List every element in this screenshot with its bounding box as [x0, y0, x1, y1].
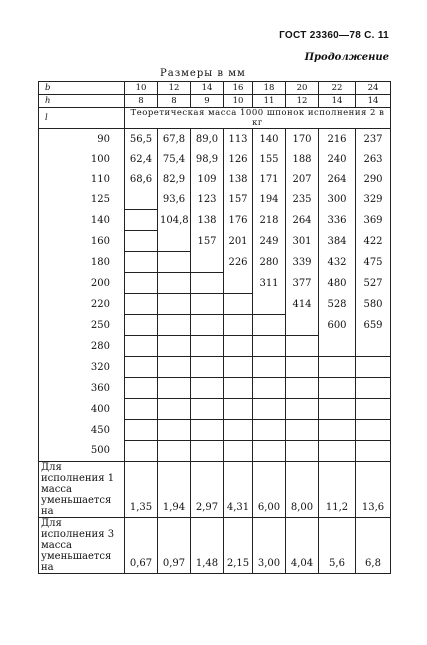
table-title: Размеры в мм [160, 68, 246, 79]
length-value: 160 [39, 231, 125, 252]
l-label: l [39, 108, 125, 129]
reduction-3 [39, 518, 391, 574]
table-row [39, 294, 391, 315]
mass-cell: 67,8 [158, 129, 191, 150]
mass-cell [125, 399, 158, 420]
b-label: b [39, 82, 125, 95]
mass-cell [224, 378, 253, 399]
table-row [39, 315, 391, 336]
mass-cell [125, 294, 158, 315]
table-row [39, 231, 391, 252]
mass-cell: 104,8 [158, 210, 191, 231]
mass-cell [158, 252, 191, 273]
table-row [39, 420, 391, 441]
mass-cell [224, 336, 253, 357]
mass-cell [356, 399, 391, 420]
reduction-3-value: 0,67 [125, 518, 158, 574]
mass-cell: 480 [319, 273, 356, 294]
mass-cell [224, 273, 253, 294]
length-value: 280 [39, 336, 125, 357]
reduction-3-value: 6,8 [356, 518, 391, 574]
reduction-1-value: 6,00 [253, 462, 286, 518]
length-value: 110 [39, 169, 125, 189]
mass-cell: 301 [286, 231, 319, 252]
table-row [39, 441, 391, 462]
mass-cell: 216 [319, 129, 356, 150]
h-value: 8 [125, 95, 158, 108]
mass-cell [158, 273, 191, 294]
reduction-3-value: 2,15 [224, 518, 253, 574]
mass-cell [125, 273, 158, 294]
length-value: 220 [39, 294, 125, 315]
mass-cell [286, 441, 319, 462]
mass-cell [224, 399, 253, 420]
mass-cell: 422 [356, 231, 391, 252]
mass-cell: 109 [191, 169, 224, 189]
mass-cell: 300 [319, 189, 356, 210]
mass-cell [125, 336, 158, 357]
mass-cell [125, 189, 158, 210]
mass-cell: 68,6 [125, 169, 158, 189]
reduction-1-label: Для исполнения 1 масса уменьшается на [39, 462, 125, 518]
mass-cell [125, 420, 158, 441]
mass-cell [158, 294, 191, 315]
mass-cell [356, 357, 391, 378]
mass-cell [158, 357, 191, 378]
mass-cell [224, 315, 253, 336]
mass-cell: 339 [286, 252, 319, 273]
reduction-3-value: 3,00 [253, 518, 286, 574]
reduction-3-value: 5,6 [319, 518, 356, 574]
mass-cell [125, 357, 158, 378]
b-value: 14 [191, 82, 224, 95]
length-value: 400 [39, 399, 125, 420]
mass-cell: 226 [224, 252, 253, 273]
table-row [39, 252, 391, 273]
reduction-3-value: 1,48 [191, 518, 224, 574]
h-label: h [39, 95, 125, 108]
mass-caption: Теоретическая масса 1000 шпонок исполнения 2 в кг [125, 108, 391, 129]
page-header: ГОСТ 23360—78 С. 11 [279, 30, 389, 41]
mass-cell [356, 441, 391, 462]
mass-cell: 207 [286, 169, 319, 189]
mass-cell: 311 [253, 273, 286, 294]
reduction-3-value: 4,04 [286, 518, 319, 574]
mass-cell: 126 [224, 149, 253, 169]
h-value: 12 [286, 95, 319, 108]
b-value: 10 [125, 82, 158, 95]
mass-cell [253, 399, 286, 420]
mass-cell [253, 315, 286, 336]
mass-cell: 170 [286, 129, 319, 150]
length-value: 180 [39, 252, 125, 273]
mass-cell: 113 [224, 129, 253, 150]
table-row [39, 378, 391, 399]
mass-cell [286, 399, 319, 420]
reduction-1-value: 1,94 [158, 462, 191, 518]
length-value: 500 [39, 441, 125, 462]
mass-cell [286, 378, 319, 399]
mass-cell [125, 315, 158, 336]
h-value: 14 [356, 95, 391, 108]
mass-cell: 377 [286, 273, 319, 294]
mass-cell [319, 399, 356, 420]
mass-cell: 56,5 [125, 129, 158, 150]
mass-cell [158, 378, 191, 399]
mass-cell: 600 [319, 315, 356, 336]
reduction-3-value: 0,97 [158, 518, 191, 574]
length-value: 250 [39, 315, 125, 336]
mass-cell [224, 420, 253, 441]
header-row-l [39, 108, 391, 129]
mass-cell: 235 [286, 189, 319, 210]
mass-cell [224, 294, 253, 315]
h-value: 14 [319, 95, 356, 108]
length-value: 320 [39, 357, 125, 378]
mass-cell: 138 [191, 210, 224, 231]
b-value: 22 [319, 82, 356, 95]
h-value: 8 [158, 95, 191, 108]
mass-cell [191, 336, 224, 357]
mass-cell [191, 357, 224, 378]
length-value: 90 [39, 129, 125, 150]
mass-cell [356, 378, 391, 399]
mass-cell: 280 [253, 252, 286, 273]
header-row-b [39, 82, 391, 95]
table-row [39, 357, 391, 378]
mass-cell [319, 420, 356, 441]
mass-cell: 264 [319, 169, 356, 189]
reduction-1 [39, 462, 391, 518]
reduction-1-value: 1,35 [125, 462, 158, 518]
mass-cell: 414 [286, 294, 319, 315]
mass-cell: 475 [356, 252, 391, 273]
mass-cell: 240 [319, 149, 356, 169]
h-value: 11 [253, 95, 286, 108]
mass-cell: 89,0 [191, 129, 224, 150]
mass-cell [125, 231, 158, 252]
mass-cell [158, 336, 191, 357]
length-value: 200 [39, 273, 125, 294]
mass-cell [253, 378, 286, 399]
mass-cell [253, 357, 286, 378]
mass-cell: 98,9 [191, 149, 224, 169]
mass-cell: 659 [356, 315, 391, 336]
reduction-1-value: 13,6 [356, 462, 391, 518]
b-value: 24 [356, 82, 391, 95]
b-value: 12 [158, 82, 191, 95]
mass-cell [319, 378, 356, 399]
mass-cell: 369 [356, 210, 391, 231]
mass-cell [253, 336, 286, 357]
reduction-1-value: 11,2 [319, 462, 356, 518]
table-row [39, 169, 391, 189]
mass-cell: 264 [286, 210, 319, 231]
mass-cell [191, 315, 224, 336]
mass-cell: 336 [319, 210, 356, 231]
table-row [39, 273, 391, 294]
keys-mass-table [38, 81, 391, 574]
mass-cell [191, 441, 224, 462]
mass-cell: 290 [356, 169, 391, 189]
header-row-h [39, 95, 391, 108]
table-row [39, 399, 391, 420]
length-value: 125 [39, 189, 125, 210]
mass-cell: 201 [224, 231, 253, 252]
table-row [39, 210, 391, 231]
mass-cell [158, 441, 191, 462]
b-value: 18 [253, 82, 286, 95]
mass-cell: 188 [286, 149, 319, 169]
mass-cell [158, 315, 191, 336]
mass-cell: 329 [356, 189, 391, 210]
mass-cell: 194 [253, 189, 286, 210]
mass-cell [191, 273, 224, 294]
mass-cell [319, 441, 356, 462]
length-value: 450 [39, 420, 125, 441]
mass-cell [253, 294, 286, 315]
mass-cell [253, 441, 286, 462]
mass-cell: 138 [224, 169, 253, 189]
mass-cell: 140 [253, 129, 286, 150]
mass-cell [191, 252, 224, 273]
mass-cell [224, 441, 253, 462]
mass-cell [191, 399, 224, 420]
mass-cell: 171 [253, 169, 286, 189]
table-row [39, 336, 391, 357]
mass-cell: 580 [356, 294, 391, 315]
mass-cell [356, 336, 391, 357]
table-row [39, 149, 391, 169]
mass-cell: 263 [356, 149, 391, 169]
mass-cell [286, 336, 319, 357]
mass-cell [286, 315, 319, 336]
mass-cell: 157 [224, 189, 253, 210]
length-value: 140 [39, 210, 125, 231]
mass-cell [125, 210, 158, 231]
continuation-label: Продолжение [304, 52, 389, 63]
mass-cell: 249 [253, 231, 286, 252]
mass-cell: 432 [319, 252, 356, 273]
table-row [39, 189, 391, 210]
mass-cell [191, 420, 224, 441]
mass-cell [125, 252, 158, 273]
mass-cell: 93,6 [158, 189, 191, 210]
mass-cell [253, 420, 286, 441]
mass-cell: 75,4 [158, 149, 191, 169]
mass-cell [158, 420, 191, 441]
h-value: 10 [224, 95, 253, 108]
mass-cell: 176 [224, 210, 253, 231]
mass-cell [125, 441, 158, 462]
length-value: 100 [39, 149, 125, 169]
mass-cell: 62,4 [125, 149, 158, 169]
mass-cell: 218 [253, 210, 286, 231]
reduction-1-value: 4,31 [224, 462, 253, 518]
mass-cell: 384 [319, 231, 356, 252]
mass-cell [356, 420, 391, 441]
table-row [39, 129, 391, 150]
mass-cell [286, 420, 319, 441]
mass-cell: 157 [191, 231, 224, 252]
length-value: 360 [39, 378, 125, 399]
mass-cell [191, 378, 224, 399]
mass-cell: 82,9 [158, 169, 191, 189]
reduction-1-value: 8,00 [286, 462, 319, 518]
b-value: 16 [224, 82, 253, 95]
mass-cell [319, 357, 356, 378]
mass-cell: 527 [356, 273, 391, 294]
mass-cell [286, 357, 319, 378]
mass-cell [191, 294, 224, 315]
mass-cell [319, 336, 356, 357]
mass-cell [224, 357, 253, 378]
mass-cell [158, 231, 191, 252]
reduction-3-label: Для исполнения 3 масса уменьшается на [39, 518, 125, 574]
mass-cell: 123 [191, 189, 224, 210]
mass-cell: 237 [356, 129, 391, 150]
mass-cell: 528 [319, 294, 356, 315]
reduction-1-value: 2,97 [191, 462, 224, 518]
b-value: 20 [286, 82, 319, 95]
mass-cell: 155 [253, 149, 286, 169]
mass-cell [158, 399, 191, 420]
mass-cell [125, 378, 158, 399]
h-value: 9 [191, 95, 224, 108]
